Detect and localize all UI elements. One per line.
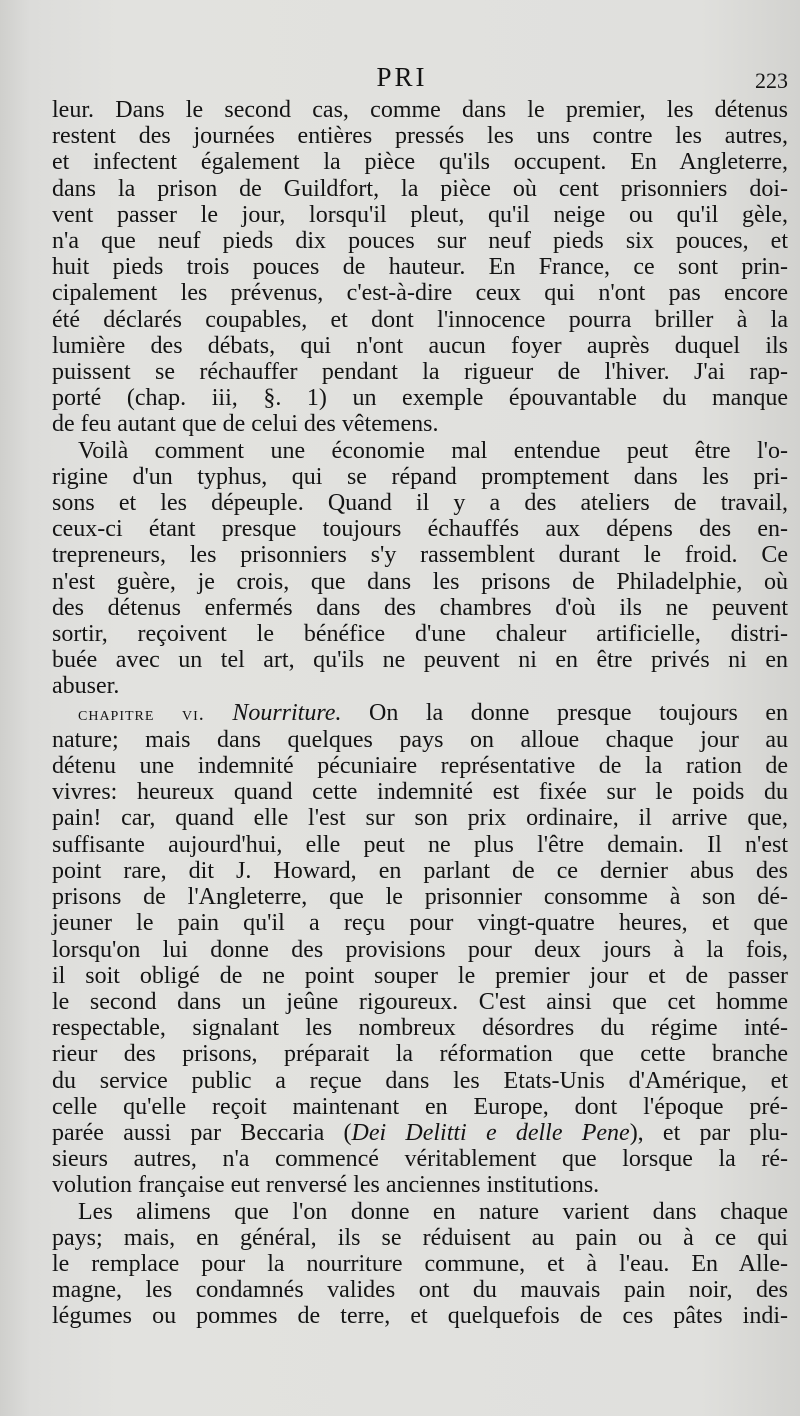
text-line: sortir, reçoivent le bénéfice d'une chaleur artificielle, distri-	[52, 621, 788, 648]
text-line: point rare, dit J. Howard, en parlant de ce dernier abus des	[52, 857, 788, 884]
text-line: magne, les condamnés valides ont du mauvais pain noir, des	[52, 1277, 788, 1304]
text-line: rieur des prisons, préparait la réformation que cette branche	[52, 1041, 788, 1068]
text-line: huit pieds trois pouces de hauteur. En France, ce sont prin-	[52, 254, 788, 281]
text-line: Voilà comment une économie mal entendue peut être l'o-	[78, 437, 788, 464]
paragraph	[52, 1199, 788, 1330]
chapter-title: Nourriture.	[232, 699, 342, 726]
citation-line	[52, 1120, 788, 1146]
running-head: PRI	[376, 62, 428, 92]
text-line: jeuner le pain qu'il a reçu pour vingt-quatre heures, et que	[52, 910, 788, 937]
text-line: vivres: heureux quand cette indemnité est fixée sur le poids du	[52, 779, 788, 806]
text-fragment: On la donne presque toujours en	[369, 699, 788, 726]
text-line: celle qu'elle reçoit maintenant en Europe, dont l'époque pré-	[52, 1093, 788, 1120]
text-line: lorsqu'on lui donne des provisions pour deux jours à la fois,	[52, 936, 788, 963]
page-header	[52, 60, 788, 100]
text-line: ceux-ci étant presque toujours échauffés aux dépens des en-	[52, 516, 788, 543]
text-line: restent des journées entières pressés les uns contre les autres,	[52, 123, 788, 150]
text-line: prisons de l'Angleterre, que le prisonnier consomme à son dé-	[52, 884, 788, 911]
text-line: pain! car, quand elle l'est sur son prix ordinaire, il arrive que,	[52, 805, 788, 832]
book-title: Dei Delitti e delle Pene	[351, 1119, 630, 1146]
paragraph	[52, 438, 788, 700]
text-line: buée avec un tel art, qu'ils ne peuvent ni en être privés ni en	[52, 647, 788, 674]
text-line: sons et les dépeuple. Quand il y a des ateliers de travail,	[52, 490, 788, 517]
text-line: suffisante aujourd'hui, elle peut ne plus l'être demain. Il n'est	[52, 831, 788, 858]
page-number: 223	[755, 68, 788, 93]
text-line: des détenus enfermés dans des chambres d'où ils ne peuvent	[52, 594, 788, 621]
text-line: respectable, signalant les nombreux désordres du régime inté-	[52, 1015, 788, 1042]
text-line: sieurs autres, n'a commencé véritablement que lorsque la ré-	[52, 1146, 788, 1173]
text-line: Les alimens que l'on donne en nature varient dans chaque	[78, 1198, 788, 1225]
text-line: n'est guère, je crois, que dans les prisons de Philadelphie, où	[52, 568, 788, 595]
text-line: pays; mais, en général, ils se réduisent au pain ou à ce qui	[52, 1224, 788, 1251]
text-line: lumière des débats, qui n'ont aucun foyer auprès duquel ils	[52, 332, 788, 359]
text-line: vent passer le jour, lorsqu'il pleut, qu'il neige ou qu'il gèle,	[52, 201, 788, 228]
text-line: de feu autant que de celui des vêtemens.	[52, 411, 439, 438]
text-line: nature; mais dans quelques pays on alloue chaque jour au	[52, 726, 788, 753]
text-line: leur. Dans le second cas, comme dans le premier, les détenus	[52, 97, 788, 123]
text-line: le remplace pour la nourriture commune, et à l'eau. En Alle-	[52, 1250, 788, 1277]
text-line: et infectent également la pièce qu'ils occupent. En Angleterre,	[52, 149, 788, 176]
text-line: n'a que neuf pieds dix pouces sur neuf pieds six pouces, et	[52, 228, 788, 255]
text-line: rigine d'un typhus, qui se répand promptement dans les pri-	[52, 463, 788, 490]
chapter-heading-line	[52, 700, 788, 727]
text-line: détenu une indemnité pécuniaire représentative de la ration de	[52, 753, 788, 780]
text-line: du service public a reçue dans les Etats-Unis d'Amérique, et	[52, 1067, 788, 1094]
text-line: légumes ou pommes de terre, et quelquefois de ces pâtes indi-	[52, 1303, 788, 1330]
text-line: trepreneurs, les prisonniers s'y rassemblent durant le froid. Ce	[52, 542, 788, 569]
page-body	[52, 97, 788, 1330]
paragraph	[52, 97, 788, 438]
text-line: porté (chap. iii, §. 1) un exemple épouvantable du manque	[52, 385, 788, 412]
chapter-label: chapitre vi.	[78, 702, 205, 725]
paragraph	[52, 700, 788, 1199]
text-line: le second dans un jeûne rigoureux. C'est ainsi que cet homme	[52, 988, 788, 1015]
text-line: cipalement les prévenus, c'est-à-dire ceux qui n'ont pas encore	[52, 280, 788, 307]
text-fragment: ), et par plu-	[629, 1119, 789, 1146]
text-line: été déclarés coupables, et dont l'innocence pourra briller à la	[52, 306, 788, 333]
text-line: puissent se réchauffer pendant la rigueur de l'hiver. J'ai rap-	[52, 359, 788, 386]
text-line: dans la prison de Guildfort, la pièce où cent prisonniers doi-	[52, 175, 788, 202]
text-line: volution française eut renversé les anciennes institutions.	[52, 1172, 600, 1199]
text-line: il soit obligé de ne point souper le premier jour et de passer	[52, 962, 788, 989]
text-line: abuser.	[52, 673, 120, 700]
text-fragment: parée aussi par Beccaria (	[52, 1119, 352, 1146]
